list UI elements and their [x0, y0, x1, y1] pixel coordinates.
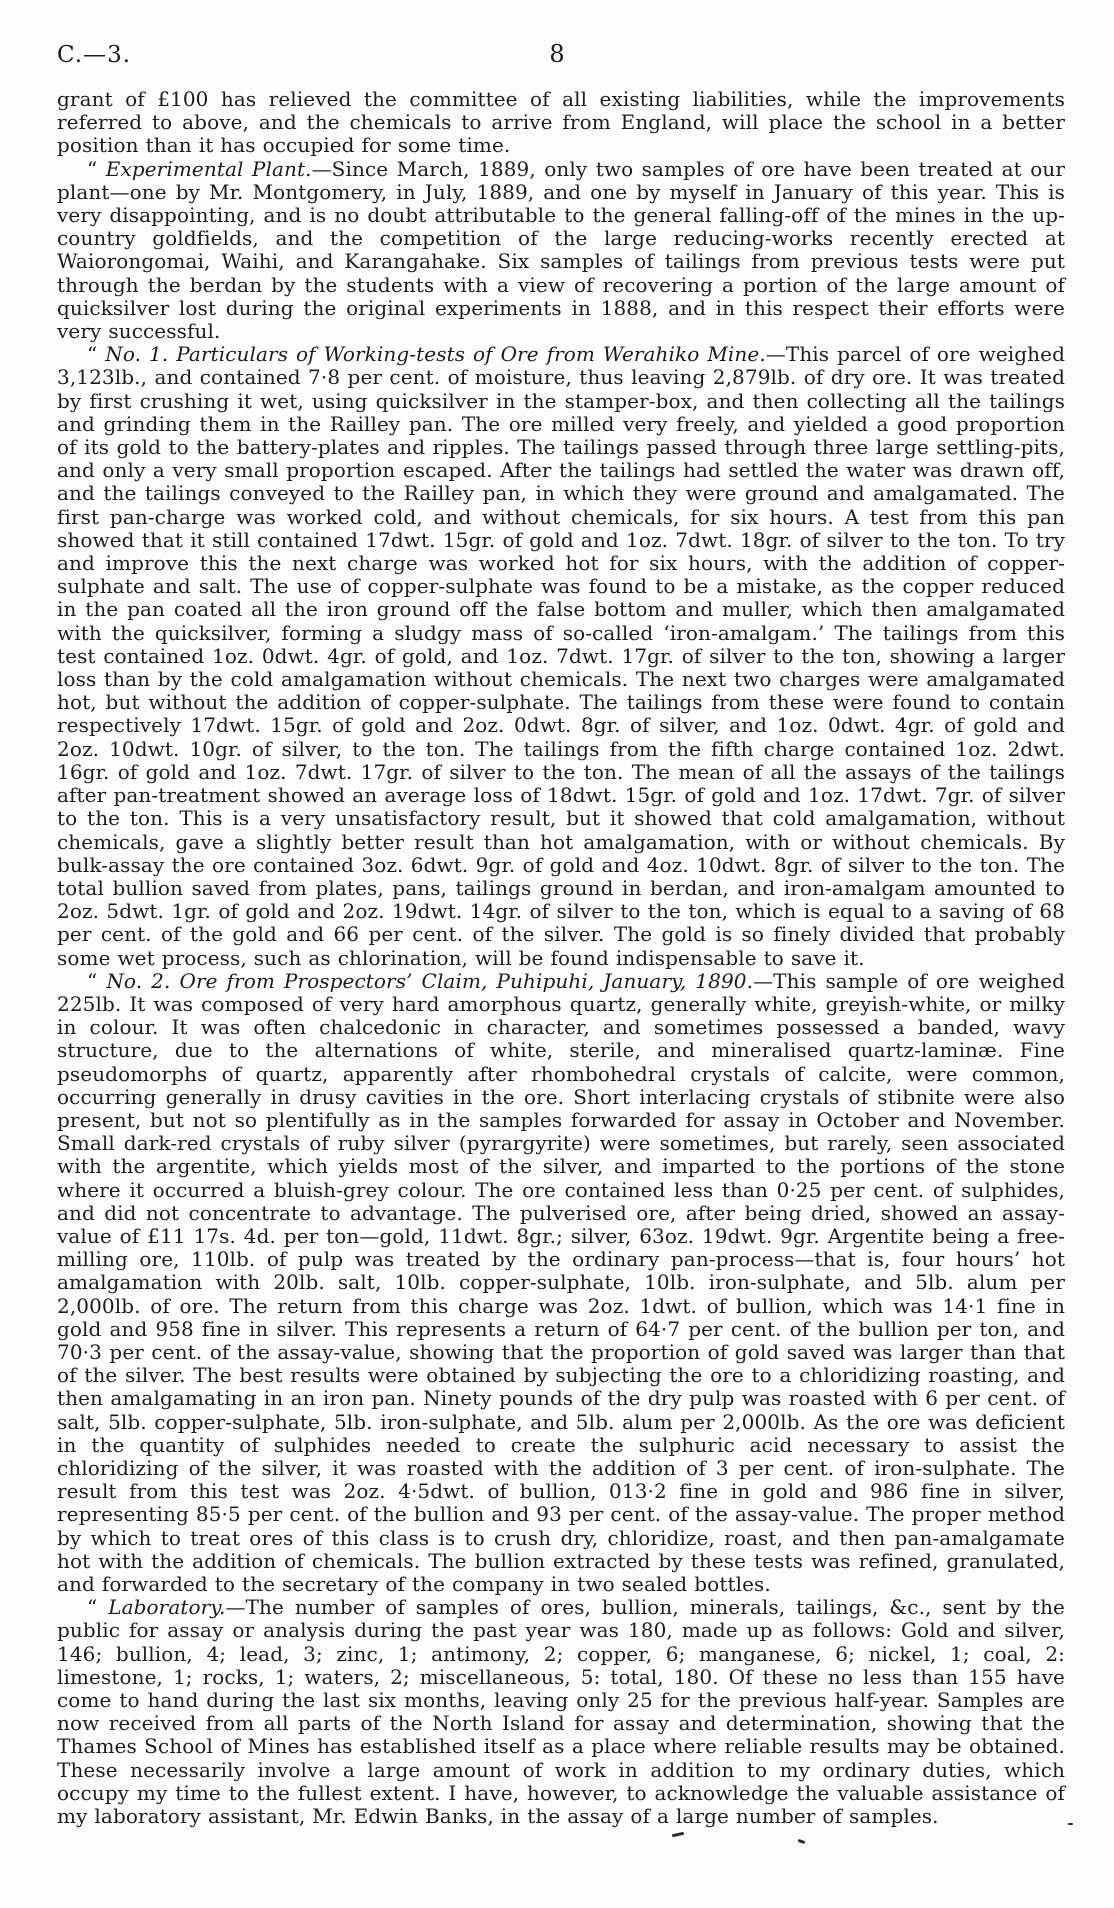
paragraph-text: —Since March, 1889, only two samples of ore have been treated at our plant—one by Mr. Montgomery, in July, 1889, and one by myself in January of this year. This is very disappointing, and is no doubt attributable to the general falling-off of the mines in the up-country goldfields, and the competition of the large reducing-works recently erected at Waiorongomai, Waihi, and Karangahake. Six samples of tailings from previous tests were put through the berdan by the students with a view of recovering a portion of the large amount of quicksilver lost during the original experiments in 1888, and in this respect their efforts were very successful. [57, 156, 1065, 344]
document-reference: C.—3. [57, 42, 132, 68]
body-text-block [57, 88, 1065, 1828]
scan-artifact [672, 1832, 684, 1837]
paragraph-text: grant of £100 has relieved the committee of all existing liabilities, while the improvements referred to above, and the chemicals to arrive from England, will place the school in a better position than it has occupied for some time. [57, 87, 1065, 158]
paragraph-text: —This parcel of ore weighed 3,123lb., and contained 7·8 per cent. of moisture, thus leaving 2,879lb. of dry ore. It was treated by first crushing it wet, using quicksilver in the stamper-box, and then collecting all the tailings and grinding them in the Railley pan. The ore milled very freely, and yielded a good proportion of its gold to the battery-plates and ripples. The tailings passed through three large settling-pits, and only a very small proportion escaped. After the tailings had settled the water was drawn off, and the tailings conveyed to the Railley pan, in which they were ground and amalgamated. The first pan-charge was worked cold, and without chemicals, for six hours. A test from this pan showed that it still contained 17dwt. 15gr. of gold and 1oz. 7dwt. 18gr. of silver to the ton. To try and improve this the next charge was worked hot for six hours, with the addition of copper-sulphate and salt. The use of copper-sulphate was found to be a mistake, as the copper reduced in the pan coated all the iron ground off the false bottom and muller, which then amalgamated with the quicksilver, forming a sludgy mass of so-called ‘iron-amalgam.’ The tailings from this test contained 1oz. 0dwt. 4gr. of gold, and 1oz. 7dwt. 17gr. of silver to the ton, showing a larger loss than by the cold amalgamation without chemicals. The next two charges were amalgamated hot, but without the addition of copper-sulphate. The tailings from these were found to contain respectively 17dwt. 15gr. of gold and 2oz. 0dwt. 8gr. of silver, and 1oz. 0dwt. 4gr. of gold and 2oz. 10dwt. 10gr. of silver, to the ton. The tailings from the fifth charge contained 1oz. 2dwt. 16gr. of gold and 1oz. 7dwt. 17gr. of silver to the ton. The mean of all the assays of the tailings after pan-treatment showed an average loss of 18dwt. 15gr. of gold and 1oz. 17dwt. 7gr. of silver to the ton. This is a very unsatisfactory result, but it showed that cold amalgamation, without chemicals, gave a slightly better result than hot amalgamation, with or without chemicals. By bulk-assay the ore contained 3oz. 6dwt. 9gr. of gold and 4oz. 10dwt. 8gr. of silver to the ton. The total bullion saved from plates, pans, tailings ground in berdan, and iron-amalgam amounted to 2oz. 5dwt. 1gr. of gold and 2oz. 19dwt. 14gr. of silver to the ton, which is equal to a saving of 68 per cent. of the gold and 66 per cent. of the silver. The gold is so finely divided that probably some wet process, such as chlorination, will be found indispensable to save it. [57, 342, 1065, 970]
page-number: 8 [549, 40, 565, 68]
paragraph-lead: No. 1. Particulars of Working-tests of Ore from Werahiko Mine. [105, 342, 766, 367]
paragraph-lead: Laboratory. [108, 1595, 226, 1620]
paragraph-laboratory [57, 1596, 1065, 1828]
paragraph-text: —The number of samples of ores, bullion, minerals, tailings, &c., sent by the public for assay or analysis during the past year was 180, made up as follows: Gold and silver, 146; bullion, 4; lead, 3; zinc, 1; antimony, 2; copper, 6; manganese, 6; nickel, 1; coal, 2: limestone, 1; rocks, 1; waters, 2; miscellaneous, 5: total, 180. Of these no less than 155 have come to hand during the last six months, leaving only 25 for the previous half-year. Samples are now received from all parts of the North Island for assay and determination, showing that the Thames School of Mines has established itself as a place where reliable results may be obtained. These necessarily involve a large amount of work in addition to my ordinary duties, which occupy my time to the fullest extent. I have, however, to acknowledge the valuable assistance of my laboratory assistant, Mr. Edwin Banks, in the assay of a large number of samples. [57, 1595, 1065, 1829]
open-quote: “ [87, 1595, 109, 1620]
paragraph-lead: Experimental Plant. [105, 156, 312, 181]
open-quote: “ [87, 968, 107, 993]
paragraph-text: —This sample of ore weighed 225lb. It was composed of very hard amorphous quartz, generally white, greyish-white, or milky in colour. It was often chalcedonic in character, and sometimes possessed a banded, wavy structure, due to the alternations of white, sterile, and mineralised quartz-laminæ. Fine pseudomorphs of quartz, apparently after rhombohedral crystals of calcite, were common, occurring generally in drusy cavities in the ore. Short interlacing crystals of stibnite were also present, but not so plentifully as in the samples forwarded for assay in October and November. Small dark-red crystals of ruby silver (pyrargyrite) were sometimes, but rarely, seen associated with the argentite, which yields most of the silver, and imparted to the portions of the stone where it occurred a bluish-grey colour. The ore contained less than 0·25 per cent. of sulphides, and did not concentrate to advantage. The pulverised ore, after being dried, showed an assay-value of £11 17s. 4d. per ton—gold, 11dwt. 8gr.; silver, 63oz. 19dwt. 9gr. Argentite being a free-milling ore, 110lb. of pulp was treated by the ordinary pan-process—that is, four hours’ hot amalgamation with 20lb. salt, 10lb. copper-sulphate, 10lb. iron-sulphate, and 5lb. alum per 2,000lb. of ore. The return from this charge was 2oz. 1dwt. of bullion, which was 14·1 fine in gold and 958 fine in silver. This represents a return of 64·7 per cent. of the bullion per ton, and 70·3 per cent. of the assay-value, showing that the proportion of gold saved was larger than that of the silver. The best results were obtained by subjecting the ore to a chloridizing roasting, and then amalgamating in an iron pan. Ninety pounds of the dry pulp was roasted with 6 per cent. of salt, 5lb. copper-sulphate, 5lb. iron-sulphate, and 5lb. alum per 2,000lb. As the ore was deficient in the quantity of sulphides needed to create the sulphuric acid necessary to assist the chloridizing of the silver, it was roasted with the addition of 3 per cent. of iron-sulphate. The result from this test was 2oz. 4·5dwt. of bullion, 013·2 fine in gold and 986 fine in silver, representing 85·5 per cent. of the bullion and 93 per cent. of the assay-value. The proper method by which to treat ores of this class is to crush dry, chloridize, roast, and then pan-amalgamate hot with the addition of chemicals. The bullion extracted by these tests was refined, granulated, and forwarded to the secretary of the company in two sealed bottles. [57, 968, 1065, 1596]
page-header [0, 42, 1114, 72]
scan-artifact [798, 1839, 806, 1844]
paragraph-no1-werahiko-mine [57, 343, 1065, 969]
open-quote: “ [87, 342, 106, 367]
open-quote: “ [87, 156, 106, 181]
paragraph-grant-continuation [57, 88, 1065, 158]
scan-artifact [1068, 1823, 1073, 1825]
paragraph-experimental-plant [57, 158, 1065, 344]
paragraph-lead: No. 2. Ore from Prospectors’ Claim, Puhipuhi, January, 1890. [106, 968, 754, 993]
paragraph-no2-puhipuhi [57, 970, 1065, 1596]
